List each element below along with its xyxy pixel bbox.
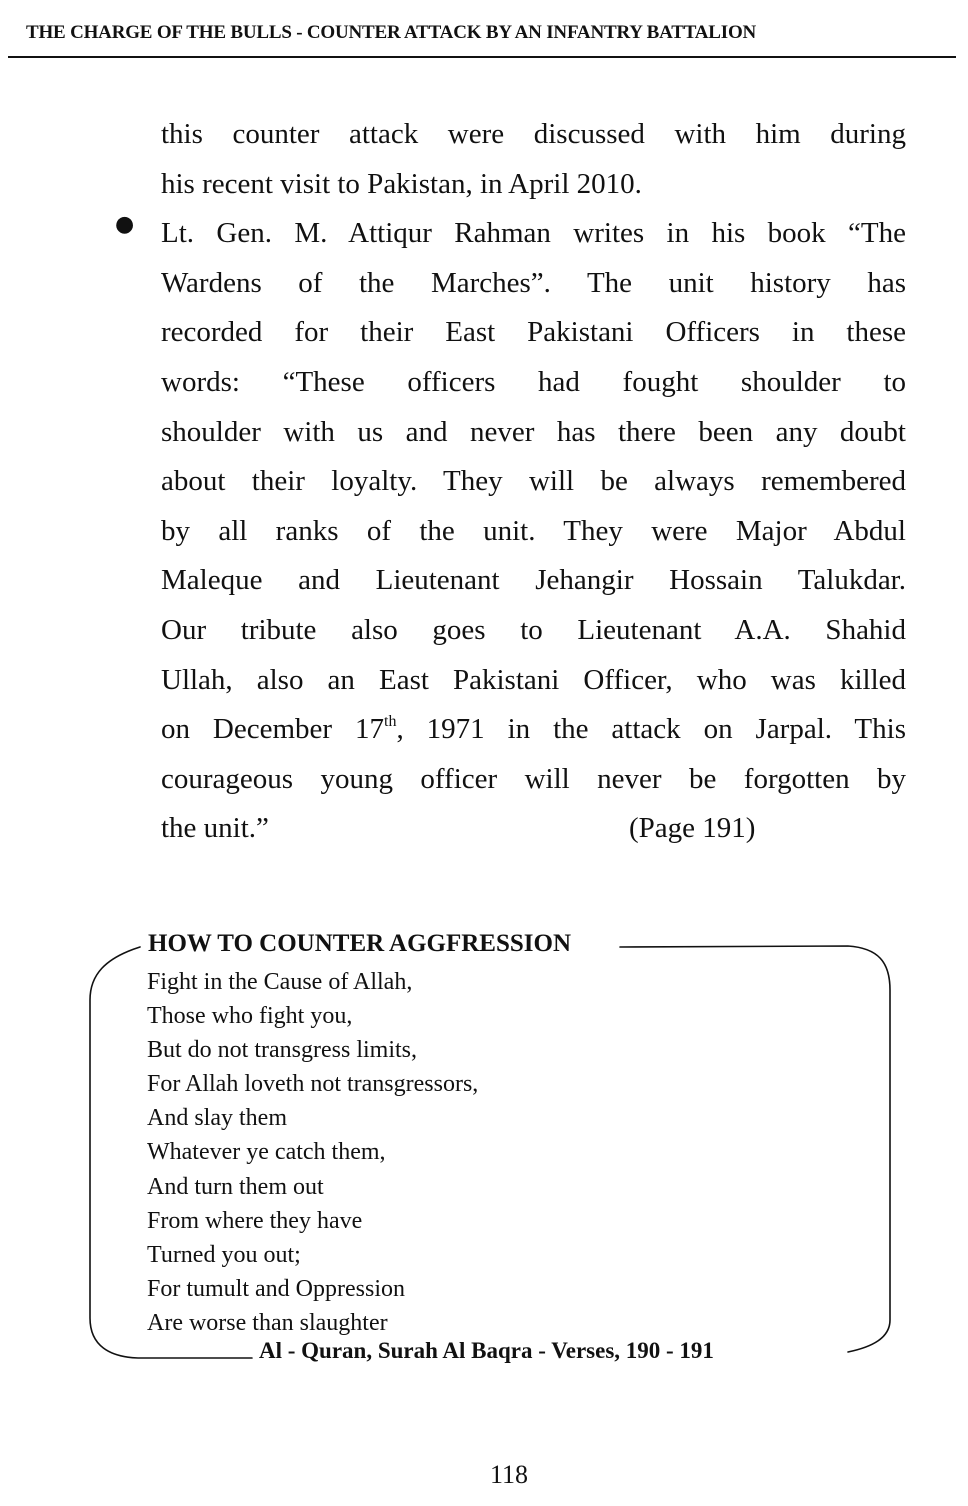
page-reference: (Page 191) — [629, 812, 756, 845]
text-line: Our tribute also goes to Lieutenant A.A. Shahid — [161, 613, 906, 646]
bullet-marker: ● — [115, 212, 135, 237]
text-line: Maleque and Lieutenant Jehangir Hossain Talukdar. — [161, 564, 906, 597]
date-text-after: , 1971 in the attack on Jarpal. This — [396, 713, 906, 746]
verse-line: For Allah loveth not transgressors, — [147, 1071, 479, 1098]
verse-line: Those who fight you, — [147, 1003, 353, 1030]
quote-end-text: the unit.” — [161, 812, 269, 845]
verse-line: Fight in the Cause of Allah, — [147, 969, 413, 995]
text-line: Ullah, also an East Pakistani Officer, who was killed — [161, 663, 906, 696]
text-line: this counter attack were discussed with him during — [161, 118, 906, 150]
verse-line: Are worse than slaughter — [147, 1309, 388, 1336]
page-number: 118 — [490, 1460, 529, 1489]
text-line: shoulder with us and never has there been any doubt — [161, 415, 906, 448]
text-line: Wardens of the Marches”. The unit history has — [161, 266, 906, 299]
verse-line: Whatever ye catch them, — [147, 1139, 386, 1166]
ordinal-suffix: th — [384, 713, 397, 731]
verse-line: And slay them — [147, 1105, 287, 1132]
text-line: recorded for their East Pakistani Officers in these — [161, 316, 906, 349]
text-line: about their loyalty. They will be always remembered — [161, 465, 906, 498]
verse-line: From where they have — [147, 1207, 363, 1234]
running-head: THE CHARGE OF THE BULLS - COUNTER ATTACK BY AN INFANTRY BATTALION — [26, 22, 757, 43]
verse-list — [147, 965, 847, 1340]
text-line: by all ranks of the unit. They were Major Abdul — [161, 514, 906, 547]
verse-source: Al - Quran, Surah Al Baqra - Verses, 190 - 191 — [256, 1338, 717, 1364]
verse-line: And turn them out — [147, 1173, 324, 1200]
text-line: his recent visit to Pakistan, in April 2010. — [161, 167, 642, 200]
text-line: Lt. Gen. M. Attiqur Rahman writes in his book “The — [161, 217, 906, 250]
date-text-before: on December 17 — [161, 713, 385, 746]
verse-line: But do not transgress limits, — [147, 1037, 417, 1064]
verse-line: Turned you out; — [147, 1241, 301, 1268]
quote-box-title: HOW TO COUNTER AGGFRESSION — [148, 930, 572, 957]
text-line: courageous young officer will never be forgotten by — [161, 762, 906, 795]
text-line: words: “These officers had fought shoulder to — [161, 365, 906, 398]
verse-line: For tumult and Oppression — [147, 1275, 405, 1302]
